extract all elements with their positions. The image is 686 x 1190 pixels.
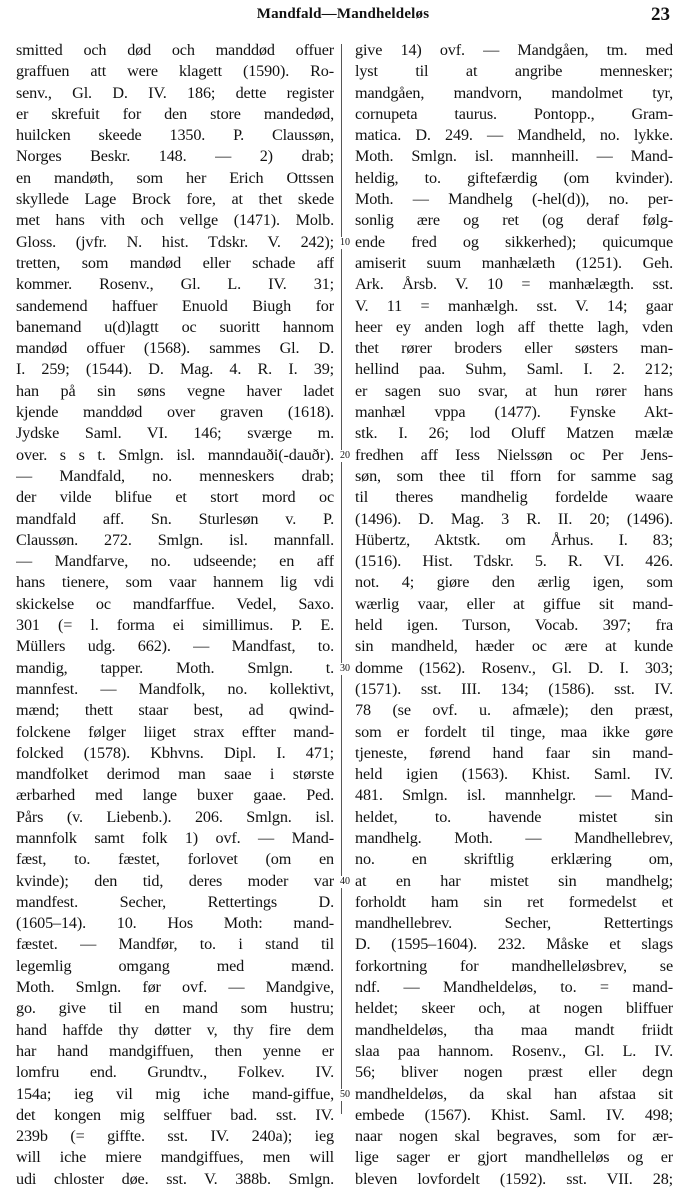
right-column-line: 78 (se ovf. u. afmæle); den præst, — [355, 701, 673, 720]
left-column-line: Pårs (v. Liebenb.). 206. Smlgn. isl. — [16, 807, 334, 826]
right-column-line: mandheldeløs, tha maa mandt friidt — [355, 1020, 673, 1039]
left-column-line: sandemend haffuer Enuold Biugh for — [16, 296, 334, 315]
left-column-line: go. give til en mand som hustru; — [16, 999, 334, 1018]
right-column-line: no. en skriftlig erklæring om, — [355, 850, 673, 869]
right-column-line: stk. I. 26; lod Oluff Matzen mælæ — [355, 424, 673, 443]
left-column-line: lomfru end. Grundtv., Folkev. IV. — [16, 1063, 334, 1082]
right-column-line: Hübertz, Aktstk. om Århus. I. 83; — [355, 530, 673, 549]
right-column-line: hellind paa. Suhm, Saml. I. 2. 212; — [355, 360, 673, 379]
left-column-line: har hand mandgiffuen, then yenne er — [16, 1041, 334, 1060]
left-column-line: en mandøth, som her Erich Ottssen — [16, 168, 334, 187]
left-column-line: hans tienere, som vaar hannem lig vdi — [16, 573, 334, 592]
right-column-line: mandhelg. Moth. — Mandhellebrev, — [355, 828, 673, 847]
left-column — [16, 40, 334, 1190]
right-column-line: Moth. — Mandhelg (-hel(d)), no. per- — [355, 190, 673, 209]
page-header — [0, 4, 686, 26]
left-column-line: folckene følger liiget strax effter mand- — [16, 722, 334, 741]
left-column-line: will iche miere mandgiffues, men will — [16, 1148, 334, 1167]
line-marker: 30 — [336, 663, 354, 675]
right-column-line: held igien (1563). Khist. Saml. IV. — [355, 765, 673, 784]
column-divider — [341, 44, 342, 1114]
left-column-line: banemand u(d)lagtt oc suoritt hannom — [16, 317, 334, 336]
left-column-line: kvinde); den tid, deres moder var — [16, 871, 334, 890]
right-column-line: mandheldeløs, da skal han afstaa sit — [355, 1084, 673, 1103]
left-column-line: (1605–14). 10. Hos Moth: mand- — [16, 914, 334, 933]
right-column-line: ndf. — Mandheldeløs, to. = mand- — [355, 978, 673, 997]
left-column-line: fæstet. — Mandfør, to. i stand til — [16, 935, 334, 954]
left-column-line: 239b (= giffte. sst. IV. 240a); ieg — [16, 1127, 334, 1146]
right-column-line: (1516). Hist. Tdskr. 5. R. VI. 426. — [355, 552, 673, 571]
right-column-line: thet rører broders eller søsters man- — [355, 339, 673, 358]
right-column-line: (1571). sst. III. 134; (1586). sst. IV. — [355, 679, 673, 698]
right-column-line: heldet; skeer och, at nogen bliffuer — [355, 999, 673, 1018]
right-column-line: lyst til at angribe mennesker; — [355, 62, 673, 81]
left-column-line: 154a; ieg vil mig iche mand-giffue, — [16, 1084, 334, 1103]
right-column-line: matica. D. 249. — Mandheld, no. lykke. — [355, 126, 673, 145]
line-marker: 20 — [336, 450, 354, 462]
left-column-line: huilcken skeede 1350. P. Claussøn, — [16, 126, 334, 145]
left-column-line: legemlig omgang med mænd. — [16, 956, 334, 975]
left-column-line: udi chloster døe. sst. V. 388b. Smlgn. — [16, 1169, 334, 1188]
line-marker: 50 — [336, 1089, 354, 1101]
right-column-line: give 14) ovf. — Mandgåen, tm. med — [355, 41, 673, 59]
left-column-line: kjende manddød over graven (1618). — [16, 403, 334, 422]
right-column-line: Moth. Smlgn. isl. mannheill. — Mand- — [355, 147, 673, 166]
right-column-line: wærlig vaar, eller at giffue sit mand- — [355, 594, 673, 613]
left-column-line: er skrefuit for den store mandedød, — [16, 104, 334, 123]
left-column-line: mandig, tapper. Moth. Smlgn. t. — [16, 658, 334, 677]
line-marker: 40 — [336, 876, 354, 888]
right-column-line: forholdt ham sin ret formedelst et — [355, 892, 673, 911]
right-column — [355, 40, 673, 1190]
right-column-line: tjeneste, førend hand faar sin mand- — [355, 743, 673, 762]
left-column-line: graffuen att were klagett (1590). Ro- — [16, 62, 334, 81]
left-column-line: der vilde blifue et stort mord oc — [16, 488, 334, 507]
right-column-line: manhæl vppa (1477). Fynske Akt- — [355, 403, 673, 422]
left-column-line: Norges Beskr. 148. — 2) drab; — [16, 147, 334, 166]
left-column-line: hand haffde thy døtter v, thy fire dem — [16, 1020, 334, 1039]
left-column-line: tretten, som mandød eller schade aff — [16, 253, 334, 272]
right-column-line: held igen. Turson, Vocab. 397; fra — [355, 616, 673, 635]
left-column-line: ærbarhed med lange buxer gaae. Ped. — [16, 786, 334, 805]
right-column-line: bleven lovfordelt (1592). sst. VII. 28; — [355, 1169, 673, 1188]
right-column-line: heer ey anden logh aff thette lagh, vden — [355, 317, 673, 336]
left-column-line: I. 259; (1544). D. Mag. 4. R. I. 39; — [16, 360, 334, 379]
left-column-line: mandød offuer (1568). sammes Gl. D. — [16, 339, 334, 358]
left-column-line: mandfest. Secher, Rettertings D. — [16, 892, 334, 911]
left-column-line: senv., Gl. D. IV. 186; dette register — [16, 83, 334, 102]
left-column-line: met hans vith och vellge (1471). Molb. — [16, 211, 334, 230]
right-column-line: not. 4; giøre den ærlig igen, som — [355, 573, 673, 592]
left-column-line: — Mandfald, no. menneskers drab; — [16, 466, 334, 485]
left-column-line: skickelse oc mandfarffue. Vedel, Saxo. — [16, 594, 334, 613]
left-column-line: Müllers udg. 662). — Mandfast, to. — [16, 637, 334, 656]
left-column-line: fæst, to. fæstet, forlovet (om en — [16, 850, 334, 869]
right-column-line: slaa paa hannom. Rosenv., Gl. L. IV. — [355, 1041, 673, 1060]
right-column-line: cornupeta taurus. Pontopp., Gram- — [355, 104, 673, 123]
left-column-line: kommer. Rosenv., Gl. L. IV. 31; — [16, 275, 334, 294]
left-column-line: mandfolket derimod man saae i største — [16, 765, 334, 784]
right-column-line: 56; bliver nogen præst eller degn — [355, 1063, 673, 1082]
right-column-line: domme (1562). Rosenv., Gl. D. I. 303; — [355, 658, 673, 677]
left-column-line: mænd; thett staar best, ad qwind- — [16, 701, 334, 720]
left-column-line: Claussøn. 272. Smlgn. isl. mannfall. — [16, 530, 334, 549]
page-number: 23 — [651, 4, 670, 25]
left-column-line: smitted och død och manddød offuer — [16, 41, 334, 59]
running-head: Mandfald—Mandheldeløs — [256, 6, 430, 22]
right-column-line: ende fred og sikkerhed); quicumque — [355, 232, 673, 251]
right-column-line: fredhen aff Iess Nielssøn oc Per Jens- — [355, 445, 673, 464]
left-column-line: mannfolk samt folk 1) ovf. — Mand- — [16, 828, 334, 847]
left-column-line: mandfald aff. Sn. Sturlesøn v. P. — [16, 509, 334, 528]
left-column-line: — Mandfarve, no. udseende; en aff — [16, 552, 334, 571]
right-column-line: 481. Smlgn. isl. mannhelgr. — Mand- — [355, 786, 673, 805]
right-column-line: mandgåen, mandvorn, mandolmet tyr, — [355, 83, 673, 102]
right-column-line: embede (1567). Khist. Saml. IV. 498; — [355, 1105, 673, 1124]
left-column-line: Gloss. (jvfr. N. hist. Tdskr. V. 242); — [16, 232, 334, 251]
right-column-line: D. (1595–1604). 232. Måske et slags — [355, 935, 673, 954]
right-column-line: til theres mandhelig fordelde waare — [355, 488, 673, 507]
right-column-line: Ark. Årsb. V. 10 = manhælægth. sst. — [355, 275, 673, 294]
right-column-line: amiserit suum manhælæth (1251). Geh. — [355, 253, 673, 272]
left-column-line: det kongen mig selffuer bad. sst. IV. — [16, 1105, 334, 1124]
right-column-line: som er fordelt til tinge, maa ikke gøre — [355, 722, 673, 741]
left-column-line: Jydske Saml. VI. 146; sværge m. — [16, 424, 334, 443]
right-column-line: sonlig ære og ret (og deraf følg- — [355, 211, 673, 230]
left-column-line: 301 (= l. forma ei simillimus. P. E. — [16, 616, 334, 635]
right-column-line: at en har mistet sin mandhelg; — [355, 871, 673, 890]
right-column-line: sin mandheld, hæder oc ære at kunde — [355, 637, 673, 656]
right-column-line: forkortning for mandhelleløsbrev, se — [355, 956, 673, 975]
right-column-line: søn, som thee til fforn for samme sag — [355, 466, 673, 485]
right-column-line: mandhellebrev. Secher, Rettertings — [355, 914, 673, 933]
left-column-line: Moth. Smlgn. før ovf. — Mandgive, — [16, 978, 334, 997]
right-column-line: naar nogen skal begraves, som for ær- — [355, 1127, 673, 1146]
right-column-line: (1496). D. Mag. 3 R. II. 20; (1496). — [355, 509, 673, 528]
left-column-line: mannfest. — Mandfolk, no. kollektivt, — [16, 679, 334, 698]
right-column-line: heldig, to. giftefærdig (om kvinder). — [355, 168, 673, 187]
right-column-line: er sagen suo svar, at hun rører hans — [355, 381, 673, 400]
right-column-line: heldet, to. havende mistet sin — [355, 807, 673, 826]
left-column-line: folcked (1578). Kbhvns. Dipl. I. 471; — [16, 743, 334, 762]
line-marker: 10 — [336, 237, 354, 249]
left-column-line: skyllede Lage Brock fore, at thet skede — [16, 190, 334, 209]
left-column-line: han på sin søns vegne haver ladet — [16, 381, 334, 400]
left-column-line: over. s s t. Smlgn. isl. manndauði(-dauðr). — [16, 445, 334, 464]
right-column-line: V. 11 = manhælgh. sst. V. 14; gaar — [355, 296, 673, 315]
right-column-line: lige sager er gjort mandhelleløs og er — [355, 1148, 673, 1167]
